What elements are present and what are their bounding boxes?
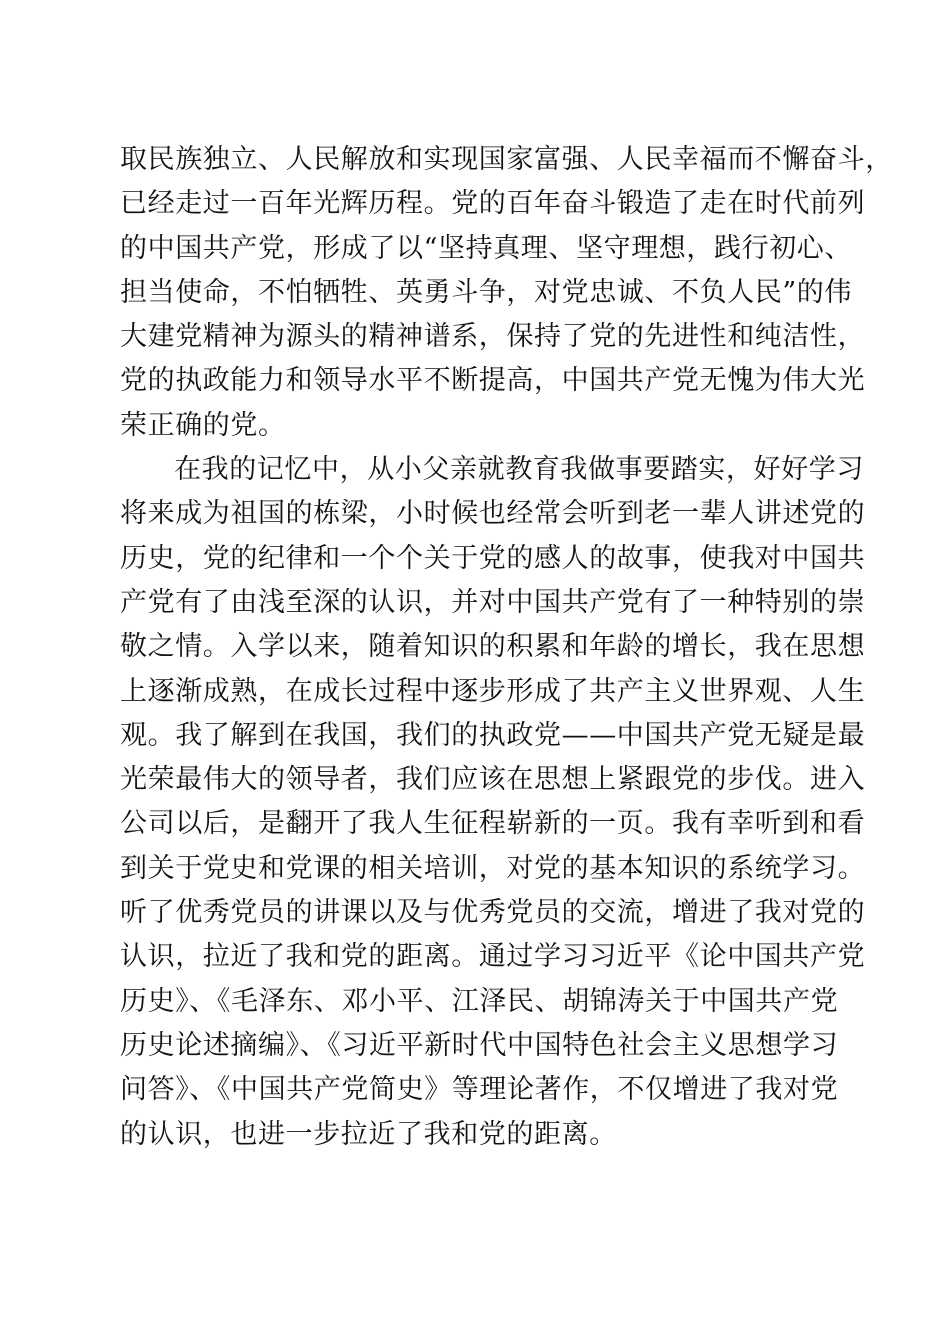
- text-line: 将来成为祖国的栋梁，小时候也经常会听到老一辈人讲述党的: [120, 498, 866, 530]
- text-line: 观。我了解到在我国，我们的执政党——中国共产党无疑是最: [120, 719, 866, 751]
- text-line: 历史，党的纪律和一个个关于党的感人的故事，使我对中国共: [120, 542, 866, 574]
- text-line: 取民族独立、人民解放和实现国家富强、人民幸福而不懈奋斗，: [120, 144, 893, 175]
- text-line: 光荣最伟大的领导者，我们应该在思想上紧跟党的步伐。进入: [120, 764, 866, 796]
- text-line: 认识，拉近了我和党的距离。通过学习习近平《论中国共产党: [120, 941, 866, 973]
- paragraph-1: [120, 138, 893, 448]
- text-line: 产党有了由浅至深的认识，并对中国共产党有了一种特别的崇: [120, 586, 866, 618]
- paragraph-2: [120, 448, 866, 1157]
- text-line: 的中国共产党，形成了以“坚持真理、坚守理想，践行初心、: [120, 232, 853, 264]
- text-line: 历史论述摘编》、《习近平新时代中国特色社会主义思想学习: [120, 1029, 839, 1061]
- text-line: 问答》、《中国共产党简史》等理论著作，不仅增进了我对党: [120, 1074, 839, 1106]
- text-line: 的认识，也进一步拉近了我和党的距离。: [120, 1118, 617, 1150]
- text-line: 荣正确的党。: [120, 409, 286, 441]
- text-line: 担当使命，不怕牺牲、英勇斗争，对党忠诚、不负人民”的伟: [120, 276, 853, 308]
- text-line: 已经走过一百年光辉历程。党的百年奋斗锻造了走在时代前列: [120, 188, 866, 220]
- text-line: 历史》、《毛泽东、邓小平、江泽民、胡锦涛关于中国共产党: [120, 985, 839, 1017]
- text-line: 党的执政能力和领导水平不断提高，中国共产党无愧为伟大光: [120, 365, 866, 397]
- body-text: [120, 138, 893, 1157]
- text-line: 到关于党史和党课的相关培训，对党的基本知识的系统学习。: [120, 852, 866, 884]
- text-line: 上逐渐成熟，在成长过程中逐步形成了共产主义世界观、人生: [120, 675, 866, 707]
- text-line: 听了优秀党员的讲课以及与优秀党员的交流，增进了我对党的: [120, 897, 866, 929]
- text-line: 大建党精神为源头的精神谱系，保持了党的先进性和纯洁性，: [120, 321, 866, 353]
- text-line-indented: 在我的记忆中，从小父亲就教育我做事要踏实，好好学习: [174, 454, 864, 486]
- text-line: 公司以后，是翻开了我人生征程崭新的一页。我有幸听到和看: [120, 808, 866, 840]
- text-line: 敬之情。入学以来，随着知识的积累和年龄的增长，我在思想: [120, 631, 866, 663]
